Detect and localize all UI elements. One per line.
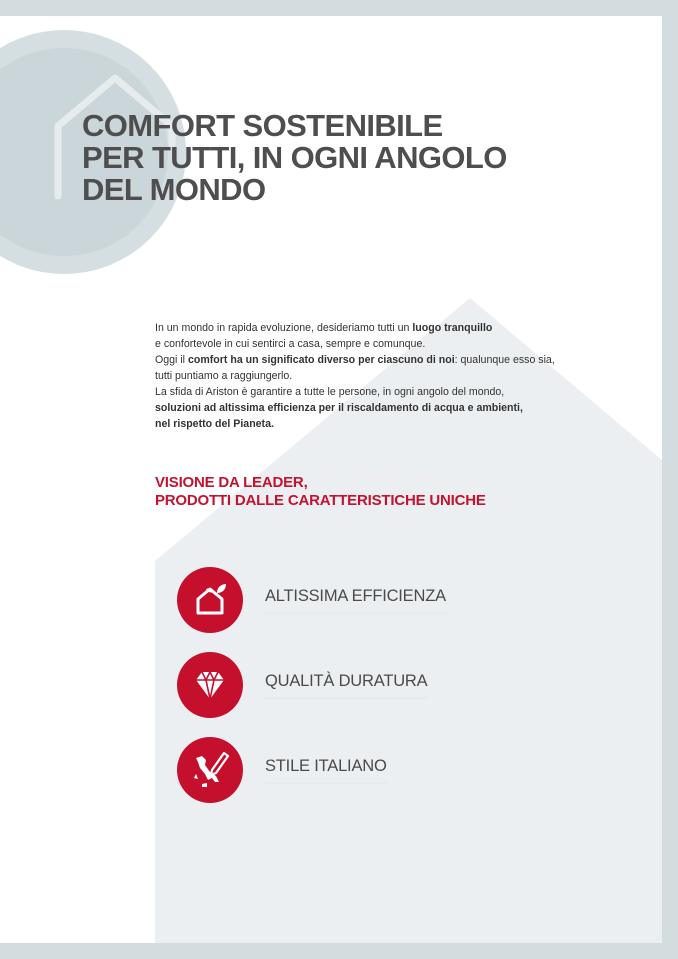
intro-paragraph-1: In un mondo in rapida evoluzione, desideriamo tutti un luogo tranquillo e confortevole in cui sentirci a casa, sempre e comunque. (155, 322, 493, 350)
title-line-3: DEL MONDO (82, 172, 266, 207)
page-title (82, 110, 507, 206)
section-heading-line-1: VISIONE DA LEADER, (155, 474, 308, 491)
feature-style (177, 737, 387, 803)
feature-label: STILE ITALIANO (265, 757, 387, 784)
feature-quality (177, 652, 427, 718)
title-line-2: PER TUTTI, IN OGNI ANGOLO (82, 140, 507, 175)
intro-text (155, 320, 625, 432)
intro-paragraph-3: La sfida di Ariston è garantire a tutte le persone, in ogni angolo del mondo, soluzioni ad altissima efficienza per il riscaldamento di acqua e ambienti, nel rispetto del Pianeta. (155, 386, 523, 430)
page (0, 16, 662, 943)
section-heading-line-2: PRODOTTI DALLE CARATTERISTICHE UNICHE (155, 492, 486, 509)
intro-paragraph-2: Oggi il comfort ha un significato diverso per ciascuno di noi: qualunque esso sia, tutti puntiamo a raggiungerlo. (155, 354, 555, 382)
title-line-1: COMFORT SOSTENIBILE (82, 108, 443, 143)
feature-efficiency (177, 567, 446, 633)
italy-pencil-icon (177, 737, 243, 803)
eco-house-icon (177, 567, 243, 633)
feature-label: ALTISSIMA EFFICIENZA (265, 587, 446, 614)
diamond-icon (177, 652, 243, 718)
section-heading (155, 474, 486, 510)
feature-label: QUALITÀ DURATURA (265, 672, 427, 699)
